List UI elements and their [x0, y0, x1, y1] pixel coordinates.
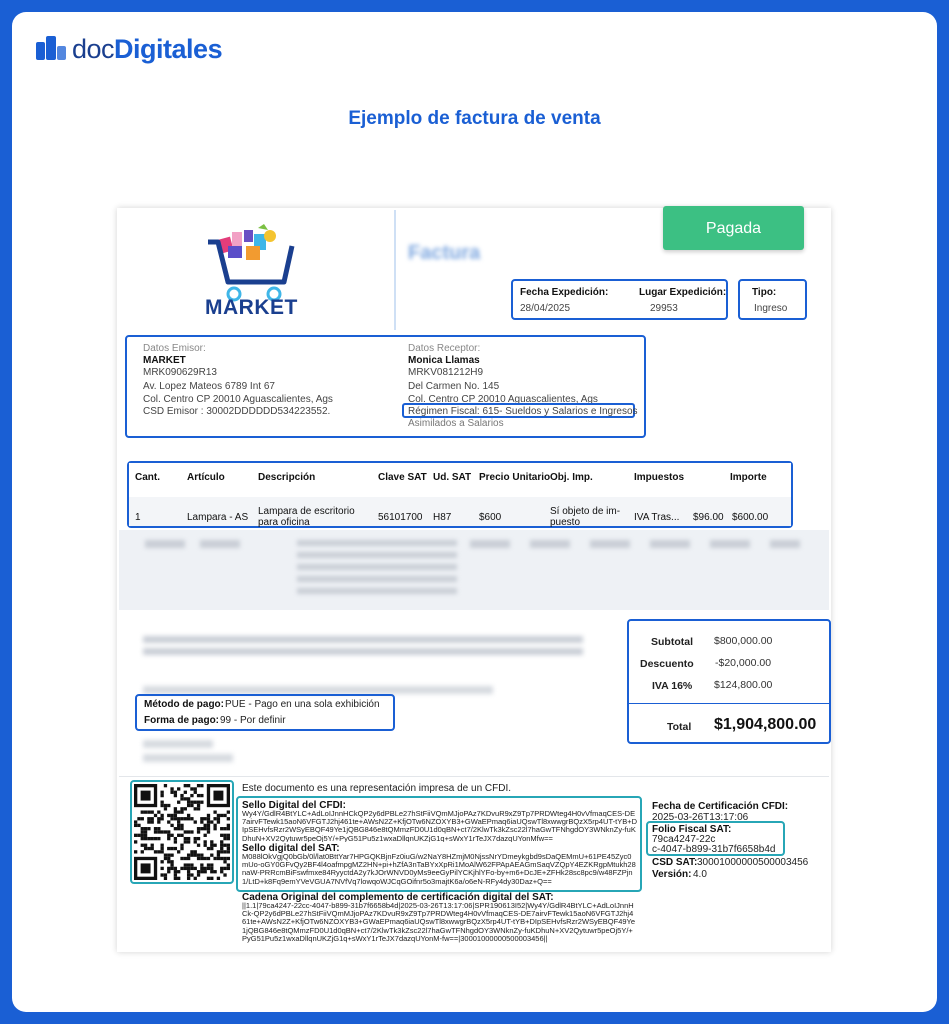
qr-code-icon — [134, 784, 230, 880]
fecha-cert-label: Fecha de Certificación CFDI: — [652, 801, 789, 812]
cadena-value: ||1.1|79ca4247-22cc-4047-b899-31b7f6658b4d|2025-03-26T13:17:06|SPR190613I52|Wy4Y/GdlR4BtYLC+AdLoIJnnHCk-QP2y6dPBLe27hStFiiVQmMJjoPAz7KDvuR9xZ9Tp7PRDWteg4H0vVfmaqCES-DE7airvFTewk15aoN6VFGTJ2hj461te+AWsN2Z+KfjOTw6NZOXYB3+GWaEPmaq6iaUQswTl8xwwgrBQzX5rp4UT-tYB+DIpSEHvfsRzr2WSyEBQF49Ye1jQBG846e8tQMmzFD0U1d0qBN+ct7/2KlwTk3kZsc22l7haGwTFNhgdOY3WNknZy-fuKDhuN+XV2Qytuwr5peOj5Y/+PyG51Pu5z1wxaDllqnUKZjG1q+sWxY1rTeJX7dazqUYonM-fw==|30001000000500003456|| — [242, 902, 636, 943]
page-heading: Ejemplo de factura de venta — [348, 108, 601, 129]
subtotal-value: $800,000.00 — [714, 635, 773, 647]
th-cant: Cant. — [135, 472, 160, 483]
sello-cfdi-value: Wy4Y/GdlR4BtYLC+AdLoIJnnHCkQP2y6dPBLe27hStFiiVQmMJjoPAz7KDvuR9xZ9Tp7PRDWteg4H0vVfmaqCES-DE7airvFTewk15aoN6VFGTJ2hj461te+AWsN2Z+KfjOTw6NZOXYB3+GWaEPmaq6iaUQswTl8xwwgrBQzX5rp4UT-tYB+DIpSEHvfsRzr2WSyEBQF49Ye1jQBG846e8tQMmzFD0U1d0qBN+ct7/2KlwTk3kZsc22l7haGwTFNhgdOY3WNknZy-fuKDhuN+XV2Qytuwr5peOj5Y/+PyG51Pu5z1wxaDllqnUKZjG1q+sWxY1rTeJX7dazqUYonMfw== — [242, 810, 637, 842]
market-wordmark: MARKET — [205, 296, 298, 319]
blurred-text — [143, 686, 493, 694]
th-precio: Precio Unitario — [479, 472, 551, 483]
receptor-regimen: Régimen Fiscal: 615- Sueldos y Salarios e Ingresos — [408, 406, 638, 417]
version-value: 4.0 — [693, 869, 707, 880]
iva-value: $124,800.00 — [714, 679, 773, 691]
td-articulo: Lampara - AS — [187, 512, 249, 523]
td-ud: H87 — [433, 512, 452, 523]
folio-label: Folio Fiscal SAT: — [652, 824, 732, 835]
td-importe: $600.00 — [732, 512, 769, 523]
blurred-text — [297, 540, 457, 595]
td-impuestos: IVA Tras... — [634, 512, 680, 523]
descuento-value: -$20,000.00 — [715, 657, 772, 669]
metodo-label: Método de pago: — [144, 699, 224, 710]
receptor-rfc: MRKV081212H9 — [408, 367, 484, 378]
blurred-text — [143, 754, 233, 762]
folio-value2: c-4047-b899-31b7f6658b4d — [652, 844, 776, 855]
sello-cfdi-label: Sello Digital del CFDI: — [242, 800, 346, 811]
th-impuestos: Impuestos — [634, 472, 685, 483]
th-importe: Importe — [730, 472, 767, 483]
sello-sat-value: M088lOkVgjQ0bGb/0l/lat0BttYar7HPGQKBjnFz0iuG/w2NaY8HZmjM0NjssNrYDmeykgbd9sDaQEMmU+61PE45Zyc0mUo-oGY0GFvQy2BF4l4oafmpgMZ2HN+pi+hZfA3nTaBYxXpRi1MoAlW62FPApAEAGmSaqVZQpY4EZKRgpMtukh28naW-PRRcmBiFswfmxe84RyyctdA2y7kJOrWNVD0yMs9eeGyPilYCKjhlYFo-by+m6+DcJE+ZFHk28sc8pc9/w48FZPjn1/LtD+k8Fq9emYVeVGUA7NVfVq7lowqoWJCqGOifnr5o3majtK6a/o6eN-RFy4dy30Daz+Q== — [242, 853, 636, 886]
emisor-csd: CSD Emisor : 30002DDDDDD534223552. — [143, 406, 331, 417]
th-ud: Ud. SAT — [433, 472, 472, 483]
tipo-label: Tipo: — [752, 287, 777, 298]
fecha-expedicion-label: Fecha Expedición: — [520, 287, 609, 298]
lugar-expedicion-label: Lugar Expedición: — [639, 287, 727, 298]
folio-value1: 79ca4247-22c — [652, 834, 716, 845]
descuento-label: Descuento — [640, 658, 694, 670]
receptor-address2: Col. Centro CP 20010 Aguascalientes, Ags — [408, 394, 598, 405]
emisor-address1: Av. Lopez Mateos 6789 Int 67 — [143, 381, 275, 392]
status-badge: Pagada — [663, 206, 804, 250]
cadena-label: Cadena Original del complemento de certificación digital del SAT: — [242, 892, 554, 903]
th-obj: Obj. Imp. — [550, 472, 593, 483]
cfdi-representacion: Este documento es una representación impresa de un CFDI. — [242, 783, 512, 794]
blurred-text — [145, 540, 185, 548]
forma-value: 99 - Por definir — [220, 715, 286, 726]
csd-sat-value: 30001000000500003456 — [697, 857, 809, 868]
csd-sat-label: CSD SAT: — [652, 857, 698, 868]
lugar-expedicion-value: 29953 — [650, 303, 678, 314]
version-label: Versión: — [652, 869, 692, 880]
emisor-address2: Col. Centro CP 20010 Aguascalientes, Ags — [143, 394, 333, 405]
header-divider — [394, 210, 396, 330]
fecha-cert-value: 2025-03-26T13:17:06 — [652, 812, 749, 823]
fecha-expedicion-value: 28/04/2025 — [520, 303, 571, 314]
emisor-name: MARKET — [143, 355, 186, 366]
invoice-title: Factura — [408, 242, 481, 264]
blurred-text — [200, 540, 240, 548]
td-cant: 1 — [135, 512, 141, 523]
receptor-regimen2: Asimilados a Salarios — [408, 418, 504, 429]
receptor-address1: Del Carmen No. 145 — [408, 381, 500, 392]
blurred-text — [143, 740, 213, 748]
receptor-title: Datos Receptor: — [408, 343, 481, 354]
td-impuestos-val: $96.00 — [693, 512, 724, 523]
iva-label: IVA 16% — [652, 680, 693, 692]
forma-label: Forma de pago: — [144, 715, 220, 726]
blurred-note — [143, 636, 583, 658]
brand-name: docDigitales — [72, 34, 223, 64]
subtotal-label: Subtotal — [651, 636, 693, 648]
td-descripcion: Lampara de escritorio para oficina — [258, 506, 355, 528]
brand-logo — [36, 34, 222, 65]
tipo-value: Ingreso — [754, 303, 788, 314]
metodo-value: PUE - Pago en una sola exhibición — [225, 699, 380, 710]
sello-sat-label: Sello digital del SAT: — [242, 843, 340, 854]
docdigitales-logo-icon — [36, 36, 66, 64]
emisor-title: Datos Emisor: — [143, 343, 206, 354]
emisor-rfc: MRK090629R13 — [143, 367, 217, 378]
blurred-text — [470, 540, 800, 548]
th-clave: Clave SAT — [378, 472, 427, 483]
td-obj: Sí objeto de im- puesto — [550, 506, 621, 528]
total-value: $1,904,800.00 — [714, 716, 817, 733]
th-descripcion: Descripción — [258, 472, 316, 483]
receptor-name: Monica Llamas — [408, 355, 480, 366]
th-articulo: Artículo — [187, 472, 225, 483]
td-clave: 56101700 — [378, 512, 423, 523]
td-precio: $600 — [479, 512, 502, 523]
total-label: Total — [667, 721, 692, 733]
